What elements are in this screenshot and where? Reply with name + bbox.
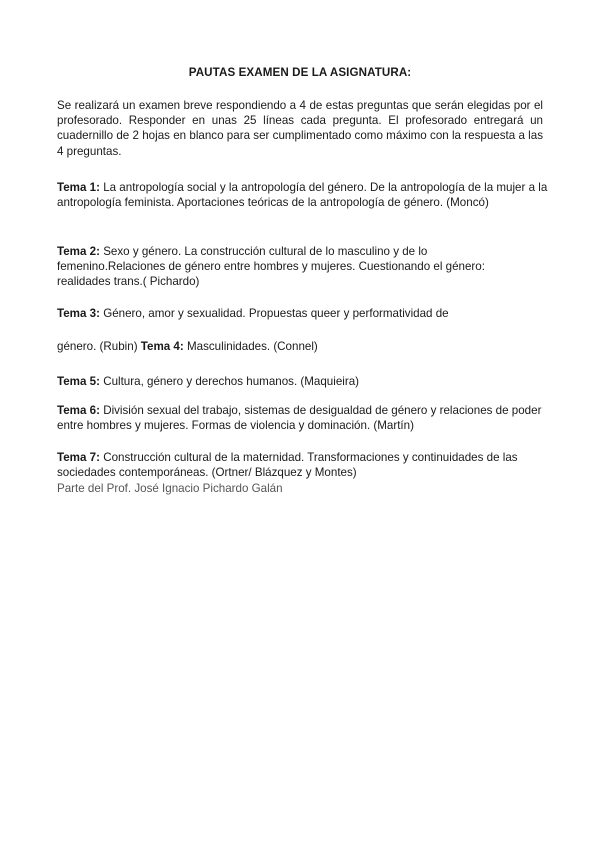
tema-1 bbox=[57, 180, 549, 210]
tema-text: Género, amor y sexualidad. Propuestas queer y performatividad de bbox=[99, 307, 449, 320]
tema-3 bbox=[57, 306, 549, 321]
tema-label: Tema 6: bbox=[57, 404, 100, 417]
tema-text: Construcción cultural de la maternidad. Transformaciones y continuidades de las sociedades contemporáneas. (Ortner/ Blázquez y Montes) bbox=[57, 451, 518, 480]
page-title: PAUTAS EXAMEN DE LA ASIGNATURA: bbox=[188, 66, 412, 79]
footer-author: Parte del Prof. José Ignacio Pichardo Galán bbox=[57, 482, 283, 495]
tema-4 bbox=[57, 339, 549, 354]
tema-label: Tema 1: bbox=[57, 181, 100, 194]
tema-text: Masculinidades. (Connel) bbox=[183, 340, 318, 353]
tema-text: La antropología social y la antropología del género. De la antropología de la mujer a la antropología feminista. Aportaciones teóricas de la antropología de género. (Moncó) bbox=[57, 181, 548, 210]
intro-paragraph: Se realizará un examen breve respondiendo a 4 de estas preguntas que serán elegidas por el profesorado. Responder en unas 25 líneas cada pregunta. El profesorado entregará un cuadernillo de 2 hojas en blanco para ser cumplimentado como máximo con la respuesta a las 4 preguntas. bbox=[57, 99, 543, 158]
tema-3-continuation: género. (Rubin) bbox=[57, 340, 141, 353]
tema-7 bbox=[57, 450, 549, 480]
tema-label: Tema 7: bbox=[57, 451, 100, 464]
tema-label: Tema 2: bbox=[57, 245, 100, 258]
tema-label: Tema 5: bbox=[57, 375, 100, 388]
tema-2 bbox=[57, 244, 527, 290]
tema-label: Tema 3: bbox=[57, 307, 100, 320]
tema-text: División sexual del trabajo, sistemas de desigualdad de género y relaciones de poder entre hombres y mujeres. Formas de violencia y dominación. (Martín) bbox=[57, 404, 542, 433]
tema-text: Sexo y género. La construcción cultural de lo masculino y de lo femenino.Relaciones de género entre hombres y mujeres. Cuestionando el género: realidades trans.( Pichardo) bbox=[57, 245, 485, 289]
tema-text: Cultura, género y derechos humanos. (Maquieira) bbox=[99, 375, 360, 388]
tema-5 bbox=[57, 374, 549, 389]
tema-label: Tema 4: bbox=[140, 340, 184, 353]
tema-6 bbox=[57, 403, 547, 433]
